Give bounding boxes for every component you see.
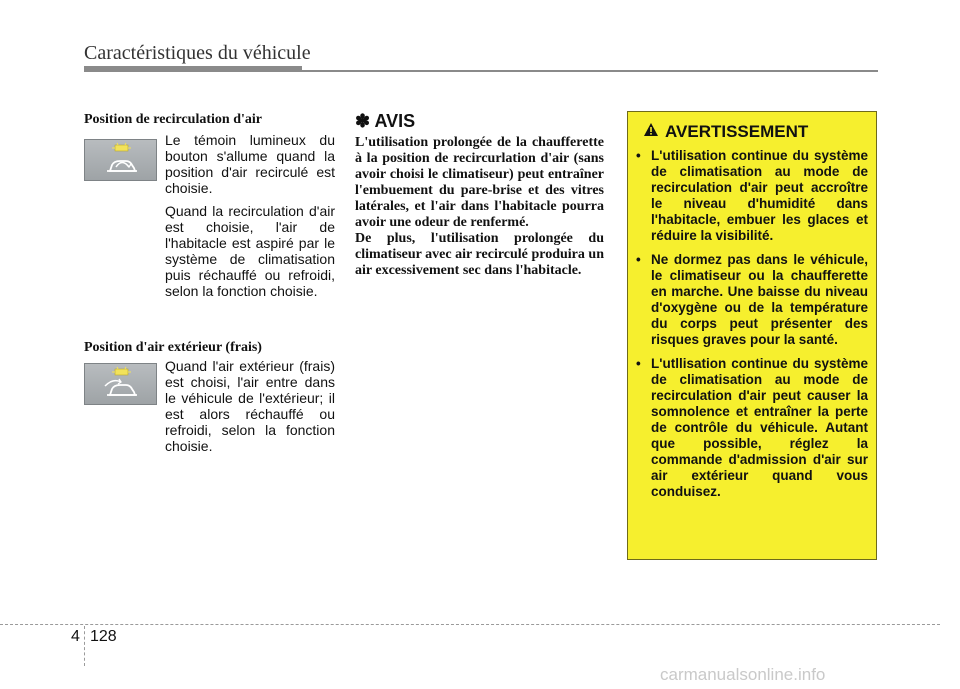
footer-rule <box>0 624 940 625</box>
warning-box <box>627 111 877 560</box>
warning-title-row <box>643 122 808 142</box>
page-header-title: Caractéristiques du véhicule <box>84 42 311 64</box>
warning-item <box>636 148 868 244</box>
warning-item <box>636 356 868 500</box>
warning-title: AVERTISSEMENT <box>665 122 809 141</box>
fresh-air-paragraph-1: Quand l'air extérieur (frais) est choisi, l'air entre dans le véhicule de l'extérieur; il est alors réchauffé ou refroidi, selon la fonction choisie. <box>165 358 335 454</box>
bullet: • <box>636 252 641 267</box>
avis-body <box>355 135 604 279</box>
recirculation-paragraph-2: Quand la recirculation d'air est choisie, l'air de l'habitacle est aspiré par le système de climatisation puis réchauffé ou refroidi, selon la fonction choisie. <box>165 203 335 299</box>
fresh-air-button-icon <box>84 363 157 405</box>
header-rule-thin <box>84 70 878 72</box>
recirculation-button-icon <box>84 139 157 181</box>
avis-heading-text: AVIS <box>374 111 416 131</box>
warning-item-text: Ne dormez pas dans le véhicule, le climatiseur ou la chaufferette en marche. Une baisse du niveau d'oxygène ou de la température du corps peut présenter des risques graves pour la santé. <box>651 252 868 347</box>
warning-triangle-icon <box>643 122 659 142</box>
page-number: 128 <box>90 628 117 645</box>
avis-paragraph-1: L'utilisation prolongée de la chaufferette à la position de recircurlation d'air (sans avoir choisi le climatiseur) peut entraîner l'embuement du pare-brise et des vitres latérales, et l'air dans l'habitacle pourra avoir une odeur de renfermé. <box>355 135 604 230</box>
section-heading-recirculation: Position de recirculation d'air <box>84 112 262 127</box>
bullet: • <box>636 356 641 371</box>
section-heading-fresh-air: Position d'air extérieur (frais) <box>84 340 262 355</box>
avis-heading <box>355 111 415 132</box>
watermark: carmanualsonline.info <box>660 665 826 684</box>
avis-symbol: ✽ <box>355 111 371 131</box>
recirculation-paragraph-1: Le témoin lumineux du bouton s'allume quand la position d'air recirculé est choisie. <box>165 132 335 196</box>
recirculation-description <box>165 132 335 306</box>
warning-item-text: L'utilisation continue du système de climatisation au mode de recirculation d'air peut accroître le niveau d'humidité dans l'habitacle, embuer les glaces et réduire la visibilité. <box>651 148 868 243</box>
bullet: • <box>636 148 641 163</box>
warning-item <box>636 252 868 348</box>
footer-divider <box>84 626 85 666</box>
warning-item-text: L'utllisation continue du système de climatisation au mode de recirculation d'air peut causer la somnolence et entraîner la perte de contrôle du véhicule. Autant que possible, réglez la commande d'admission d'air sur air extérieur quand vous conduisez. <box>651 356 868 499</box>
fresh-air-description <box>165 358 335 461</box>
warning-list <box>636 148 868 508</box>
chapter-number: 4 <box>71 628 80 645</box>
avis-paragraph-2: De plus, l'utilisation prolongée du climatiseur avec air recirculé produira un air excessivement sec dans l'habitacle. <box>355 231 604 278</box>
